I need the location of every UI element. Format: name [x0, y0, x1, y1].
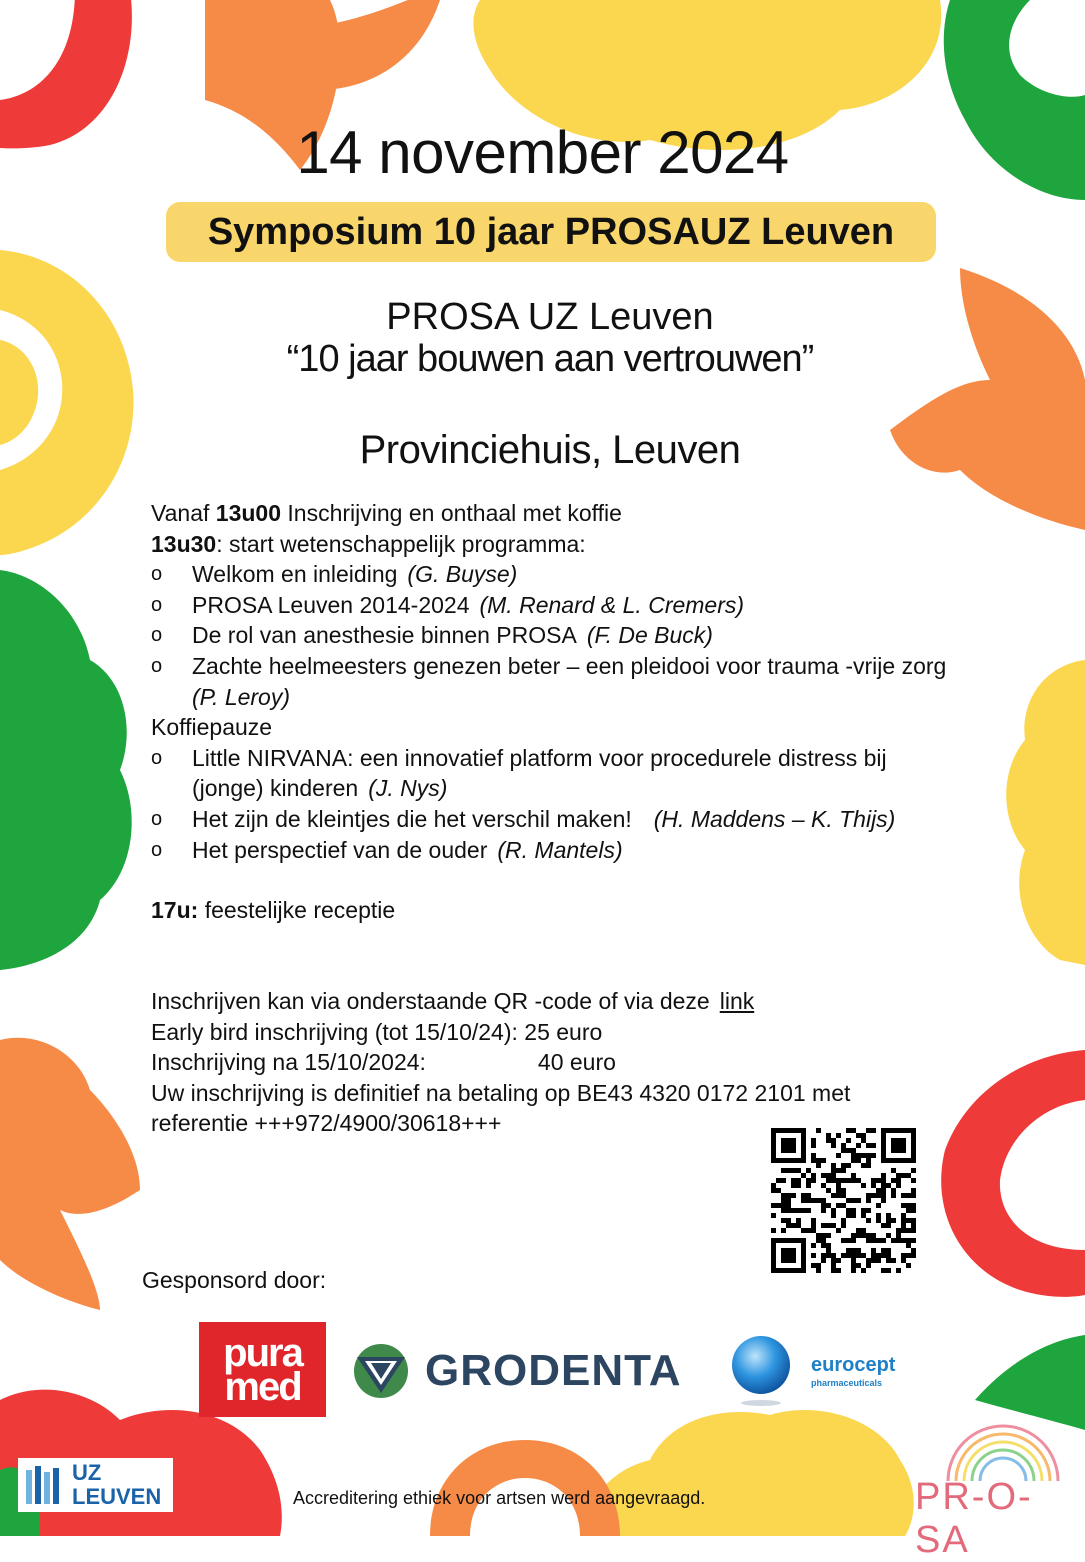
program-item-speaker: (J. Nys)	[368, 775, 448, 802]
program-item-speaker: (P. Leroy)	[192, 683, 291, 710]
yellow-blob-bottom	[589, 1410, 913, 1536]
bullet-icon: o	[151, 746, 163, 769]
program-item	[151, 743, 1041, 774]
start-text: : start wetenschappelijk programma:	[216, 530, 586, 557]
prosa-logo-rainbow-icon	[938, 1423, 1068, 1483]
qr-code-image	[761, 1118, 926, 1290]
payment-line: Uw inschrijving is definitief na betaling op BE43 4320 0172 2101 met	[151, 1079, 851, 1106]
registration-text: Inschrijven kan via onderstaande QR -code of via deze	[151, 988, 710, 1014]
accreditation-note: Accreditering ethiek voor artsen werd aangevraagd.	[293, 1488, 706, 1508]
program-item-text: PROSA Leuven 2014-2024	[192, 591, 470, 618]
welcome-time: 13u00	[215, 500, 282, 526]
bullet-icon: o	[151, 807, 163, 830]
uz-logo-line2: LEUVEN	[72, 1484, 162, 1509]
bullet-icon: o	[151, 563, 163, 586]
program-item-text: Zachte heelmeesters genezen beter – een pleidooi voor trauma -vrije zorg	[192, 652, 947, 679]
welcome-line	[151, 498, 1041, 529]
grodenta-logo: GRODENTA	[425, 1346, 682, 1395]
program-item	[151, 590, 1041, 621]
coffee-break: Koffiepauze	[151, 714, 273, 741]
puramed-logo	[199, 1322, 326, 1417]
program-item-text: Welkom en inleiding	[192, 561, 398, 588]
program-item-text: De rol van anesthesie binnen PROSA	[192, 622, 577, 649]
program-item-speaker: (H. Maddens – K. Thijs)	[653, 805, 896, 832]
green-blob-left	[0, 570, 132, 970]
uz-leuven-logo-text	[72, 1461, 161, 1509]
late-registration-price: 40 euro	[537, 1049, 616, 1076]
program-item	[151, 559, 1041, 590]
subtitle-organisation: PROSA UZ Leuven	[386, 296, 714, 338]
prosa-logo: PR-O-SA	[915, 1476, 1033, 1561]
uz-leuven-logo-icon	[24, 1464, 66, 1508]
registration-section	[151, 986, 1051, 1139]
uz-logo-line1: UZ	[72, 1460, 102, 1485]
puramed-logo-text: med	[224, 1365, 301, 1409]
program-item-text: Het perspectief van de ouder	[192, 836, 488, 863]
late-registration-line	[151, 1047, 1051, 1078]
bullet-icon: o	[151, 654, 163, 677]
program-item-text: Het zijn de kleintjes die het verschil maken!	[192, 805, 632, 832]
orange-leaf-left-lower	[0, 1038, 140, 1310]
early-bird-line: Early bird inschrijving (tot 15/10/24): 25 euro	[151, 1018, 603, 1045]
late-registration-label: Inschrijving na 15/10/2024:	[151, 1049, 426, 1076]
puramed-logo-text: pura	[223, 1331, 302, 1375]
program-item	[151, 835, 1041, 866]
eurocept-logo-icon	[728, 1335, 794, 1407]
eurocept-logo: eurocept	[811, 1354, 896, 1376]
symposium-banner: Symposium 10 jaar PROSAUZ Leuven	[166, 202, 936, 262]
program-section	[151, 498, 1041, 926]
green-leaf-bottom-right	[975, 1335, 1085, 1430]
welcome-prefix: Vanaf	[151, 500, 210, 526]
welcome-text: Inschrijving en onthaal met koffie	[287, 500, 622, 526]
program-item-speaker: (G. Buyse)	[407, 561, 518, 588]
program-item-continuation	[151, 773, 1041, 804]
program-item-text: (jonge) kinderen	[192, 775, 359, 802]
bullet-icon: o	[151, 624, 163, 647]
program-item-speaker: (R. Mantels)	[497, 836, 623, 863]
registration-line	[151, 986, 1051, 1017]
event-venue: Provinciehuis, Leuven	[359, 428, 741, 472]
sponsored-by-label: Gesponsord door:	[142, 1267, 327, 1293]
eurocept-logo-subtitle: pharmaceuticals	[811, 1378, 883, 1388]
reception-text: feestelijke receptie	[204, 897, 396, 924]
start-line	[151, 529, 1041, 560]
program-item-text: Little NIRVANA: een innovatief platform voor procedurele distress bij	[192, 744, 887, 771]
program-item	[151, 620, 1041, 651]
program-item-speaker: (F. De Buck)	[586, 622, 713, 649]
event-date: 14 november 2024	[296, 119, 789, 186]
subtitle-slogan: “10 jaar bouwen aan vertrouwen”	[286, 338, 814, 380]
registration-link[interactable]: link	[719, 988, 755, 1014]
bullet-icon: o	[151, 593, 163, 616]
program-item-speaker: (M. Renard & L. Cremers)	[479, 591, 745, 618]
reception-time: 17u:	[151, 897, 199, 924]
program-item	[151, 651, 1041, 682]
start-time: 13u30	[151, 530, 217, 557]
bullet-icon: o	[151, 838, 163, 861]
qr-code[interactable]	[761, 1118, 926, 1290]
program-item	[151, 804, 1041, 835]
spacer	[151, 865, 1041, 895]
reception-line	[151, 895, 1041, 926]
reference-line: referentie +++972/4900/30618+++	[151, 1110, 502, 1137]
program-item-continuation	[151, 682, 1041, 713]
grodenta-logo-icon	[353, 1343, 409, 1399]
